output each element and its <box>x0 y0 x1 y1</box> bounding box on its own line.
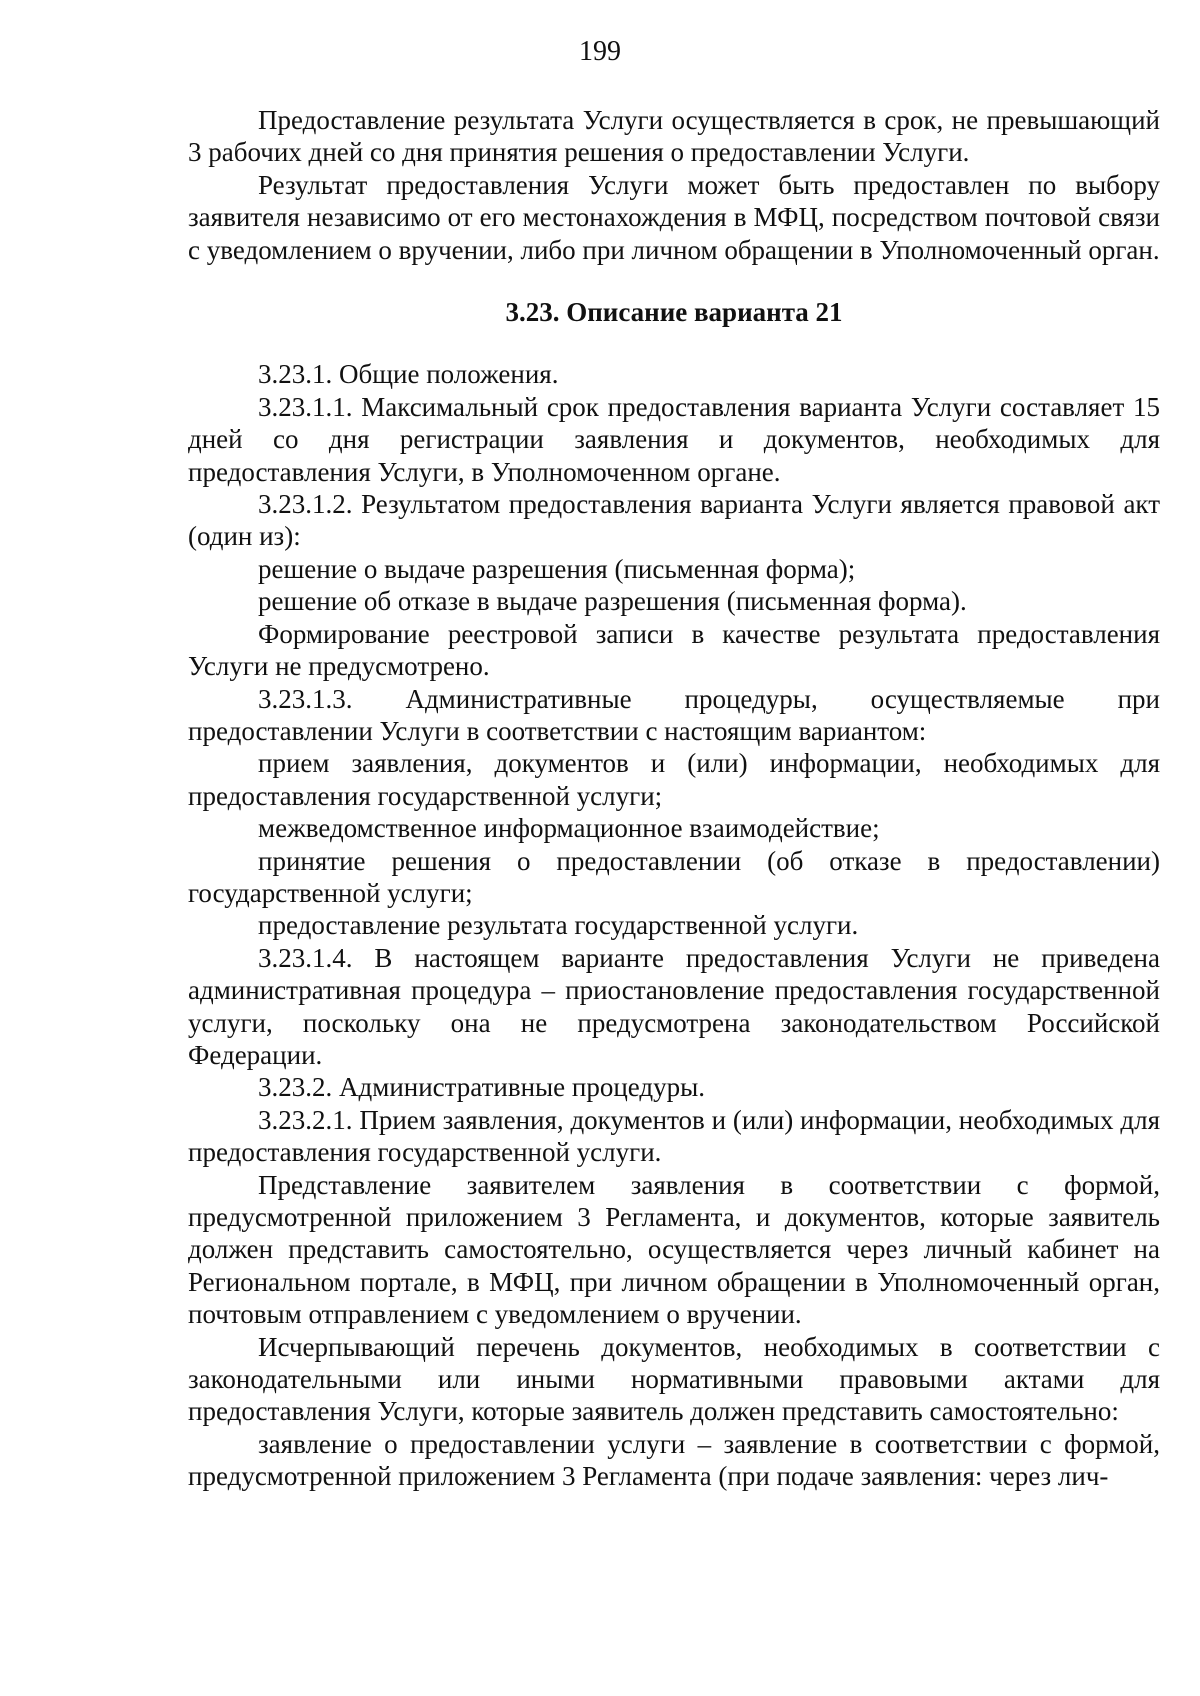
list-item: решение об отказе в выдаче разрешения (письменная форма). <box>258 586 967 617</box>
list-item: решение о выдаче разрешения (письменная форма); <box>258 553 856 584</box>
paragraph: 3.23.1.2. Результатом предоставления варианта Услуги является правовой акт (один из): <box>188 489 1160 552</box>
paragraph: Результат предоставления Услуги может быть предоставлен по выбору заявителя независимо от его местонахождения в МФЦ, посредством почтовой связи с уведомлением о вручении, либо при личном обращении в Уполномоченный орган. <box>188 169 1160 265</box>
paragraph: 3.23.2. Административные процедуры. <box>258 1072 706 1103</box>
list-item: предоставление результата государственной услуги. <box>258 910 859 941</box>
paragraph: 3.23.1.4. В настоящем варианте предоставления Услуги не приведена административная процедура – приостановление предоставления государственной услуги, поскольку она не предусмотрена законодательством Российской Федерации. <box>188 942 1160 1070</box>
list-item: межведомственное информационное взаимодействие; <box>258 813 880 844</box>
list-item: прием заявления, документов и (или) информации, необходимых для предоставления государственной услуги; <box>188 748 1160 811</box>
list-item: принятие решения о предоставлении (об отказе в предоставлении) государственной услуги; <box>188 845 1160 908</box>
paragraph: Представление заявителем заявления в соответствии с формой, предусмотренной приложением 3 Регламента, и документов, которые заявитель должен представить самостоятельно, осуществляется через личный кабинет на Региональном портале, в МФЦ, при личном обращении в Уполномоченный орган, почтовым отправлением с уведомлением о вручении. <box>188 1169 1160 1330</box>
paragraph: 3.23.1.3. Административные процедуры, осуществляемые при предоставлении Услуги в соответствии с настоящим вариантом: <box>188 683 1160 746</box>
page-number: 199 <box>579 36 621 67</box>
paragraph: заявление о предоставлении услуги – заявление в соответствии с формой, предусмотренной приложением 3 Регламента (при подаче заявления: через лич- <box>188 1428 1160 1492</box>
section-heading: 3.23. Описание варианта 21 <box>505 297 843 328</box>
document-body <box>188 104 1160 1493</box>
paragraph: 3.23.2.1. Прием заявления, документов и (или) информации, необходимых для предоставления государственной услуги. <box>188 1104 1160 1168</box>
paragraph: Исчерпывающий перечень документов, необходимых в соответствии с законодательными или иными нормативными правовыми актами для предоставления Услуги, которые заявитель должен представить самостоятельно: <box>188 1331 1160 1427</box>
paragraph: 3.23.1. Общие положения. <box>258 359 559 390</box>
paragraph: Предоставление результата Услуги осуществляется в срок, не превышающий 3 рабочих дней со дня принятия решения о предоставлении Услуги. <box>188 105 1160 168</box>
paragraph: Формирование реестровой записи в качестве результата предоставления Услуги не предусмотрено. <box>188 618 1160 682</box>
paragraph: 3.23.1.1. Максимальный срок предоставления варианта Услуги составляет 15 дней со дня регистрации заявления и документов, необходимых для предоставления Услуги, в Уполномоченном органе. <box>188 391 1160 487</box>
